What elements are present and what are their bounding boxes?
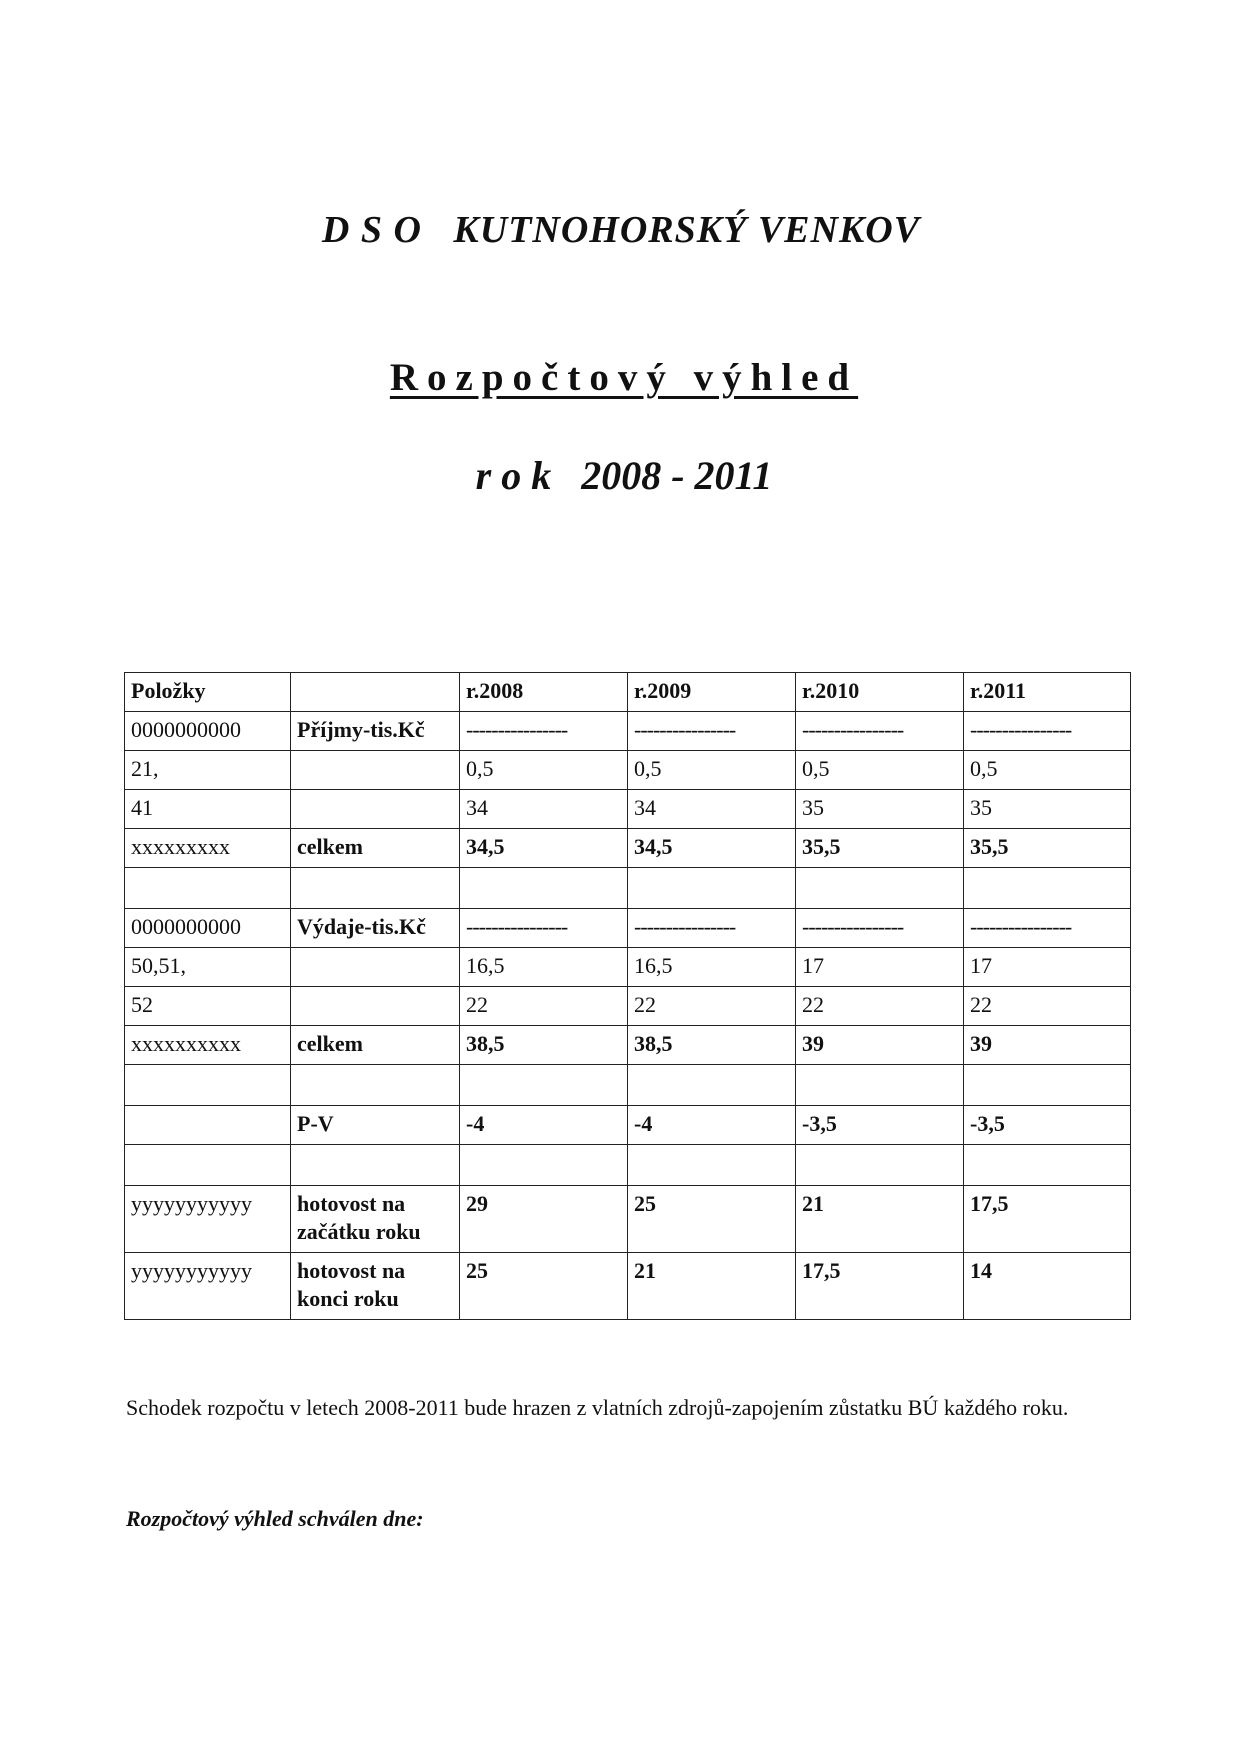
table-cell: 34 — [460, 790, 628, 829]
table-cell — [291, 751, 460, 790]
table-row-empty — [125, 1145, 1131, 1186]
table-cell: 52 — [125, 987, 291, 1026]
table-cell: 22 — [460, 987, 628, 1026]
table-cell: 39 — [964, 1026, 1131, 1065]
table-cell: hotovost na konci roku — [291, 1253, 460, 1320]
table-row-empty — [125, 868, 1131, 909]
table-cell — [964, 868, 1131, 909]
table-cell — [125, 1065, 291, 1106]
table-cell: -3,5 — [796, 1106, 964, 1145]
table-cell: 0,5 — [796, 751, 964, 790]
table-cell — [125, 1106, 291, 1145]
table-cell: Výdaje-tis.Kč — [291, 909, 460, 948]
table-cell: 0,5 — [460, 751, 628, 790]
table-cell: celkem — [291, 1026, 460, 1065]
table-cell: 0,5 — [628, 751, 796, 790]
table-cell: celkem — [291, 829, 460, 868]
table-cell: -3,5 — [964, 1106, 1131, 1145]
table-cell — [796, 868, 964, 909]
document-years: r o k 2008 - 2011 — [475, 453, 773, 498]
table-cell: 21 — [796, 1186, 964, 1253]
table-cell: 35,5 — [964, 829, 1131, 868]
table-cell — [125, 1145, 291, 1186]
header-cell-label — [291, 673, 460, 712]
table-cell: 35 — [796, 790, 964, 829]
table-cell — [964, 1065, 1131, 1106]
table-cell: yyyyyyyyyyy — [125, 1253, 291, 1320]
table-row-expense-total — [125, 1026, 1131, 1065]
table-cell — [291, 948, 460, 987]
table-cell: 0,5 — [964, 751, 1131, 790]
approval-line: Rozpočtový výhled schválen dne: — [126, 1506, 424, 1531]
table-cell — [628, 1145, 796, 1186]
table-cell: 34,5 — [460, 829, 628, 868]
document-title — [0, 355, 1248, 400]
table-cell: 34 — [628, 790, 796, 829]
table-cell: 0000000000 — [125, 909, 291, 948]
table-cell: 29 — [460, 1186, 628, 1253]
table-cell: 16,5 — [628, 948, 796, 987]
organization-title: D S O KUTNOHORSKÝ VENKOV — [321, 209, 921, 251]
table-cell: -4 — [628, 1106, 796, 1145]
table-cell — [460, 1145, 628, 1186]
table-row-cash-start — [125, 1186, 1131, 1253]
table-cell: ---------------- — [628, 909, 796, 948]
table-cell: 35 — [964, 790, 1131, 829]
table-cell: 38,5 — [460, 1026, 628, 1065]
table-cell: 41 — [125, 790, 291, 829]
table-cell: yyyyyyyyyyy — [125, 1186, 291, 1253]
table-cell: 25 — [460, 1253, 628, 1320]
table-row-income-header — [125, 712, 1131, 751]
header-cell-items: Položky — [125, 673, 291, 712]
table-cell: 0000000000 — [125, 712, 291, 751]
table-header-row — [125, 673, 1131, 712]
table-cell: P-V — [291, 1106, 460, 1145]
header-cell-2008: r.2008 — [460, 673, 628, 712]
table-cell: Příjmy-tis.Kč — [291, 712, 460, 751]
table-cell: 38,5 — [628, 1026, 796, 1065]
table-cell — [628, 1065, 796, 1106]
table-row — [125, 790, 1131, 829]
table-cell: 34,5 — [628, 829, 796, 868]
header-cell-2011: r.2011 — [964, 673, 1131, 712]
table-cell: 17,5 — [796, 1253, 964, 1320]
table-cell — [796, 1065, 964, 1106]
table-cell: hotovost na začátku roku — [291, 1186, 460, 1253]
table-cell: 17 — [964, 948, 1131, 987]
table-cell — [964, 1145, 1131, 1186]
table-cell: 25 — [628, 1186, 796, 1253]
deficit-note: Schodek rozpočtu v letech 2008-2011 bude hrazen z vlatních zdrojů-zapojením zůstatku BÚ každého roku. — [126, 1395, 1069, 1420]
table-row — [125, 751, 1131, 790]
table-cell: xxxxxxxxxx — [125, 1026, 291, 1065]
table-row-expense-header — [125, 909, 1131, 948]
table-cell: ---------------- — [796, 909, 964, 948]
table-cell: 14 — [964, 1253, 1131, 1320]
header-cell-2009: r.2009 — [628, 673, 796, 712]
table-cell — [460, 868, 628, 909]
table-cell: 22 — [628, 987, 796, 1026]
budget-table — [124, 672, 1131, 1320]
table-cell: 21, — [125, 751, 291, 790]
table-cell — [628, 868, 796, 909]
table-cell: 22 — [964, 987, 1131, 1026]
table-cell: 39 — [796, 1026, 964, 1065]
table-cell: 21 — [628, 1253, 796, 1320]
document-title-text: Rozpočtový výhled — [389, 356, 859, 399]
table-cell: ---------------- — [964, 909, 1131, 948]
table-cell — [291, 790, 460, 829]
table-cell — [291, 1145, 460, 1186]
table-row-cash-end — [125, 1253, 1131, 1320]
table-cell — [125, 868, 291, 909]
table-cell: ---------------- — [796, 712, 964, 751]
table-cell: ---------------- — [460, 909, 628, 948]
table-cell — [291, 1065, 460, 1106]
table-cell: 50,51, — [125, 948, 291, 987]
table-cell — [796, 1145, 964, 1186]
table-cell: xxxxxxxxx — [125, 829, 291, 868]
table-row-balance — [125, 1106, 1131, 1145]
table-cell — [291, 987, 460, 1026]
table-row — [125, 948, 1131, 987]
table-cell: 17 — [796, 948, 964, 987]
table-cell: ---------------- — [460, 712, 628, 751]
table-cell: 17,5 — [964, 1186, 1131, 1253]
header-cell-2010: r.2010 — [796, 673, 964, 712]
table-cell: 22 — [796, 987, 964, 1026]
table-row-income-total — [125, 829, 1131, 868]
table-cell: ---------------- — [964, 712, 1131, 751]
table-cell: 35,5 — [796, 829, 964, 868]
table-cell: ---------------- — [628, 712, 796, 751]
table-row — [125, 987, 1131, 1026]
table-cell — [291, 868, 460, 909]
table-cell — [460, 1065, 628, 1106]
table-cell: -4 — [460, 1106, 628, 1145]
table-row-empty — [125, 1065, 1131, 1106]
table-cell: 16,5 — [460, 948, 628, 987]
